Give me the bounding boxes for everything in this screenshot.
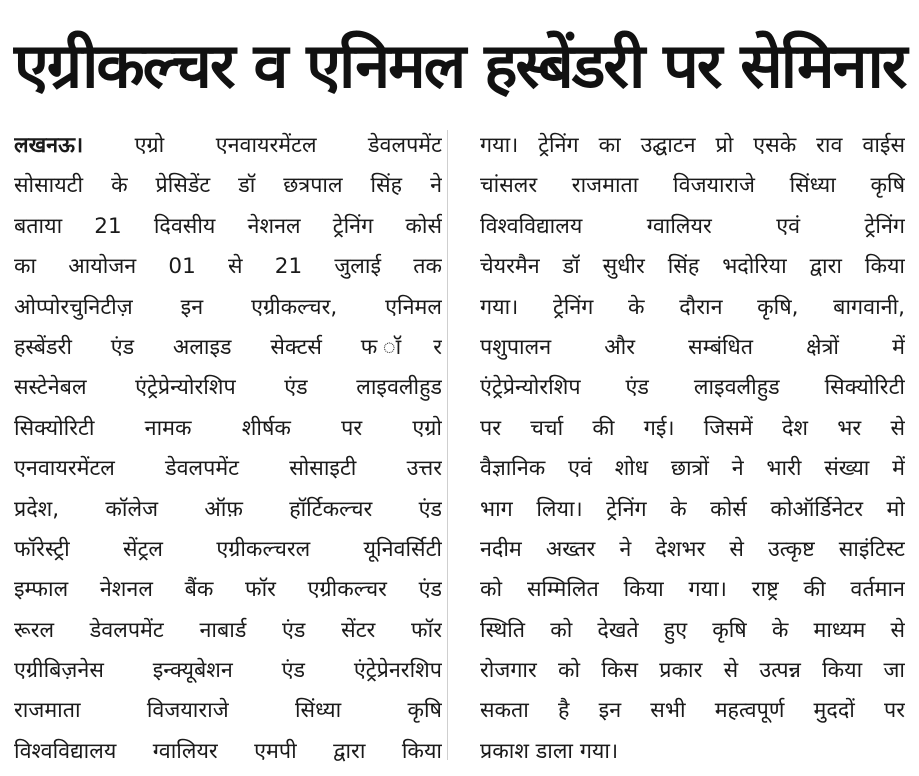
body-line: ओप्पोरचुनिटीज़ इन एग्रीकल्चर, एनिमल bbox=[14, 294, 442, 320]
headline: एग्रीकल्चर व एनिमल हस्बेंडरी पर सेमिनार bbox=[14, 29, 906, 102]
body-line: विश्वविद्यालय ग्वालियर एवं ट्रेनिंग bbox=[480, 213, 905, 239]
body-line: वैज्ञानिक एवं शोध छात्रों ने भारी संख्या में bbox=[480, 456, 905, 482]
body-line: एंट्रेप्रेन्योरशिप एंड लाइवलीहुड सिक्योरिटी bbox=[480, 375, 905, 401]
body-line: हस्बेंडरी एंड अलाइड सेक्टर्स फ ॉर bbox=[14, 334, 442, 360]
body-line: विश्वविद्यालय ग्वालियर एमपी द्वारा किया bbox=[14, 738, 442, 764]
body-line bbox=[14, 126, 442, 166]
left-column bbox=[14, 126, 442, 766]
body-line: सोसायटी के प्रेसिडेंट डॉ छत्रपाल सिंह ने bbox=[14, 173, 442, 199]
body-line: रूरल डेवलपमेंट नाबार्ड एंड सेंटर फॉर bbox=[14, 617, 442, 643]
body-line: पर चर्चा की गई। जिसमें देश भर से bbox=[480, 415, 905, 441]
body-line: एग्रीबिज़नेस इन्क्यूबेशन एंड एंट्रेप्रेनरशिप bbox=[14, 658, 442, 684]
body-line: पशुपालन और सम्बंधित क्षेत्रों में bbox=[480, 334, 905, 360]
body-line: राजमाता विजयाराजे सिंध्या कृषि bbox=[14, 698, 442, 724]
body-line: चेयरमैन डॉ सुधीर सिंह भदोरिया द्वारा किया bbox=[480, 254, 905, 280]
body-text: एग्रो एनवायरमेंटल डेवलपमेंट bbox=[134, 133, 442, 158]
body-line: सकता है इन सभी महत्वपूर्ण मुददों पर bbox=[480, 698, 905, 724]
body-line: भाग लिया। ट्रेनिंग के कोर्स कोऑर्डिनेटर मो bbox=[480, 496, 905, 522]
body-line: नदीम अख्तर ने देशभर से उत्कृष्ट साइंटिस्ट bbox=[480, 536, 905, 562]
body-line: का आयोजन 01 से 21 जुलाई तक bbox=[14, 254, 442, 280]
body-line: इम्फाल नेशनल बैंक फॉर एग्रीकल्चर एंड bbox=[14, 577, 442, 603]
dateline: लखनऊ। bbox=[14, 133, 84, 158]
article-body bbox=[14, 126, 905, 766]
body-line: रोजगार को किस प्रकार से उत्पन्न किया जा bbox=[480, 658, 905, 684]
body-line: सस्टेनेबल एंट्रेप्रेन्योरशिप एंड लाइवलीहुड bbox=[14, 375, 442, 401]
body-line: को सम्मिलित किया गया। राष्ट्र की वर्तमान bbox=[480, 577, 905, 603]
body-line: प्रदेश, कॉलेज ऑफ़ हॉर्टिकल्चर एंड bbox=[14, 496, 442, 522]
body-line: सिक्योरिटी नामक शीर्षक पर एग्रो bbox=[14, 415, 442, 441]
body-line: गया। ट्रेनिंग के दौरान कृषि, बागवानी, bbox=[480, 294, 905, 320]
right-column bbox=[480, 126, 905, 766]
body-line: बताया 21 दिवसीय नेशनल ट्रेनिंग कोर्स bbox=[14, 213, 442, 239]
body-line: गया। ट्रेनिंग का उद्घाटन प्रो एसके राव वाईस bbox=[480, 133, 905, 158]
body-line: एनवायरमेंटल डेवलपमेंट सोसाइटी उत्तर bbox=[14, 456, 442, 482]
body-line: फॉरेस्ट्री सेंट्रल एग्रीकल्चरल यूनिवर्सिटी bbox=[14, 536, 442, 562]
body-line: प्रकाश डाला गया। bbox=[480, 738, 619, 764]
body-line: स्थिति को देखते हुए कृषि के माध्यम से bbox=[480, 617, 905, 643]
body-line: चांसलर राजमाता विजयाराजे सिंध्या कृषि bbox=[480, 173, 905, 199]
